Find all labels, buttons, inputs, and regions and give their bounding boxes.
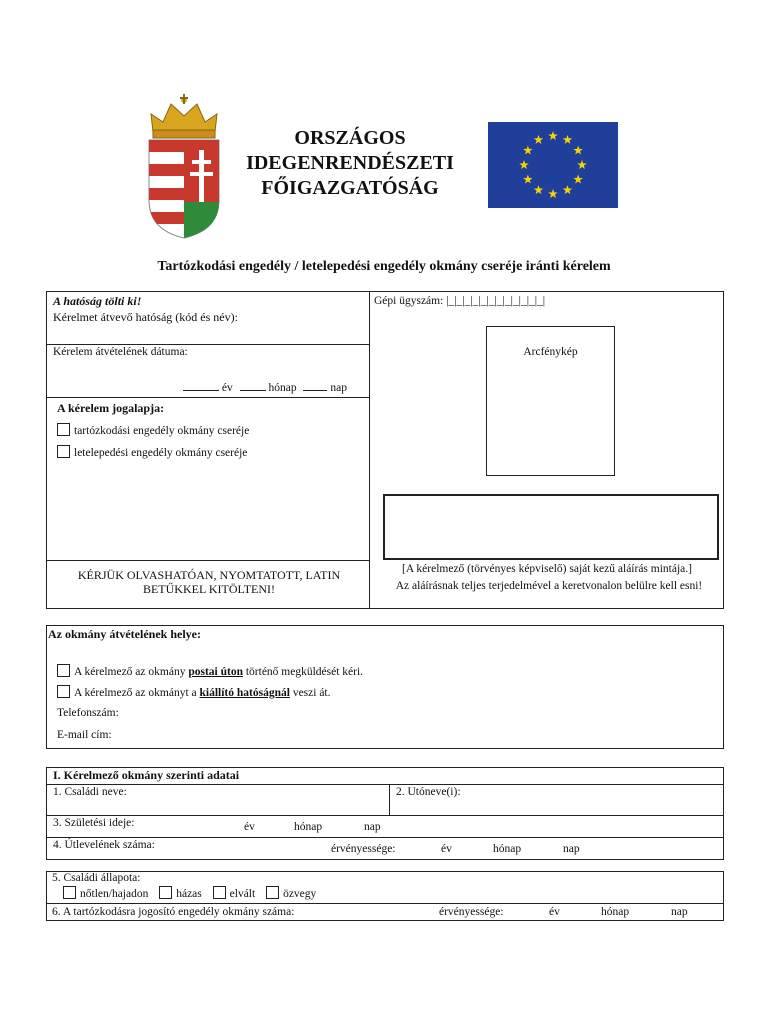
marital-status-options [63,886,316,900]
permit-month-label: hónap [601,906,630,918]
permit-number-label[interactable]: 6. A tartózkodásra jogosító engedély okmány száma: [52,906,295,918]
receipt-date-fields[interactable] [183,380,347,394]
permit-year-label: év [549,906,560,918]
passport-month-label: hónap [493,843,522,855]
status-single[interactable]: nőtlen/hajadon [63,888,148,900]
checkbox[interactable] [57,664,70,677]
checkbox[interactable] [63,886,76,899]
receipt-day-label: nap [330,382,347,394]
receipt-year-blank[interactable] [183,380,219,391]
birth-month-label: hónap [294,821,323,833]
passport-validity-label: érvényessége: [331,843,396,855]
pickup-option-authority[interactable]: A kérelmező az okmányt a kiállító hatóságnál veszi át. [57,685,331,699]
permit-day-label: nap [671,906,688,918]
pickup-option-post[interactable]: A kérelmező az okmány postai úton történő megküldését kéri. [57,664,363,678]
org-line-2: IDEGENRENDÉSZETI [246,152,454,174]
org-name [240,126,460,201]
option-1-label: tartózkodási engedély okmány cseréje [74,425,250,437]
form-title: Tartózkodási engedély / letelepedési engedély okmány cseréje iránti kérelem [157,259,611,274]
status-divorced[interactable]: elvált [213,888,256,900]
phone-label: Telefonszám: [57,707,119,719]
receipt-year-label: év [221,382,233,394]
birth-day-label: nap [364,821,381,833]
case-number: Gépi ügyszám: |_|_|_|_|_|_|_|_|_|_|_|_| [374,295,546,307]
receipt-date-label: Kérelem átvételének dátuma: [53,346,188,358]
pickup-heading: Az okmány átvételének helye: [48,627,201,641]
given-name-label[interactable]: 2. Utóneve(i): [396,786,461,798]
legal-basis-option-1[interactable] [57,423,249,437]
legal-basis-heading: A kérelem jogalapja: [57,401,165,415]
please-fill-notice: KÉRJÜK OLVASHATÓAN, NYOMTATOTT, LATIN BETŰKKEL KITÖLTENI! [77,568,341,596]
eu-flag-icon [488,122,618,208]
signature-note: Az aláírásnak teljes terjedelmével a keretvonalon belülre kell esni! [395,580,703,592]
legal-basis-option-2[interactable] [57,445,247,459]
signature-box[interactable] [383,494,719,560]
marital-status-label: 5. Családi állapota: [52,872,141,884]
coat-of-arms-icon [143,90,225,240]
permit-validity-label: érvényessége: [439,906,504,918]
status-married[interactable]: házas [159,888,202,900]
authority-fill-note: A hatóság tölti ki! [53,294,142,308]
checkbox[interactable] [57,685,70,698]
signature-caption: [A kérelmező (törvényes képviselő) saját kezű aláírás mintája.] [402,563,692,575]
birth-date-label[interactable]: 3. Születési ideje: [53,817,135,829]
org-line-3: FŐIGAZGATÓSÁG [261,177,439,199]
checkbox[interactable] [159,886,172,899]
receipt-day-blank[interactable] [303,380,327,391]
passport-year-label: év [441,843,452,855]
checkbox[interactable] [266,886,279,899]
email-label: E-mail cím: [57,729,112,741]
receipt-month-blank[interactable] [240,380,266,391]
receipt-month-label: hónap [268,382,297,394]
checkbox[interactable] [57,445,70,458]
passport-day-label: nap [563,843,580,855]
option-2-label: letelepedési engedély okmány cseréje [74,447,248,459]
checkbox[interactable] [213,886,226,899]
section-1-heading: I. Kérelmező okmány szerinti adatai [53,768,240,782]
family-name-label[interactable]: 1. Családi neve: [53,786,127,798]
status-widowed[interactable]: özvegy [266,888,316,900]
receiving-authority-label: Kérelmet átvevő hatóság (kód és név): [53,310,238,324]
birth-year-label: év [244,821,255,833]
photo-label: Arcfénykép [523,346,578,358]
org-line-1: ORSZÁGOS [294,127,406,149]
checkbox[interactable] [57,423,70,436]
passport-number-label[interactable]: 4. Útlevelének száma: [53,839,155,851]
